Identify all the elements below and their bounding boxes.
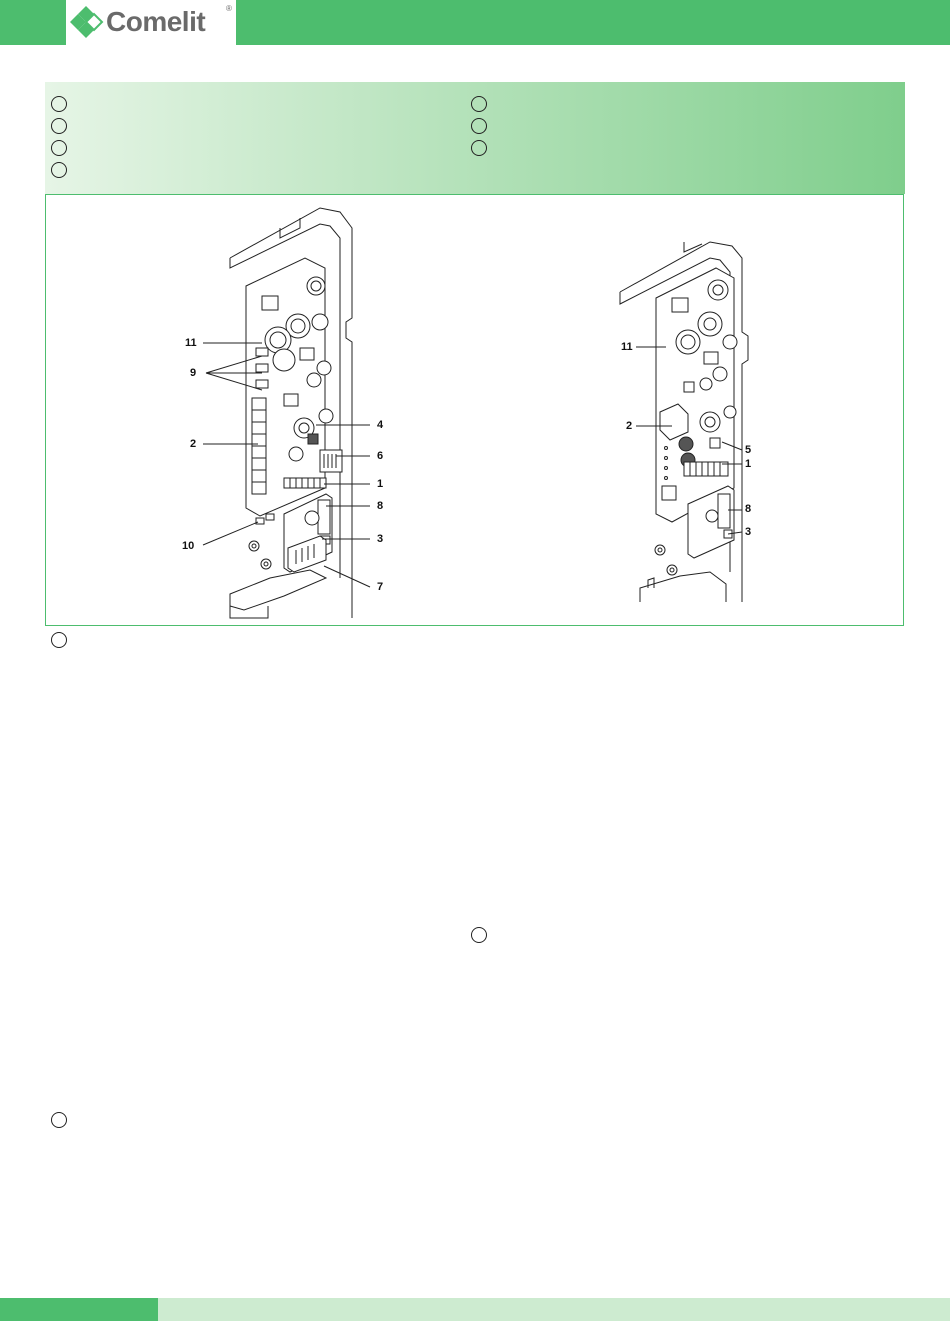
- callout-label: 1: [745, 458, 752, 470]
- callout-label: 8: [377, 500, 384, 512]
- callout-label: 7: [377, 581, 384, 593]
- right-callout-leaders: [0, 0, 950, 640]
- language-bullet-icon: [471, 927, 487, 943]
- callout-label: 5: [745, 444, 752, 456]
- callout-label: 8: [745, 503, 752, 515]
- callout-label: 3: [745, 526, 752, 538]
- callout-label: 10: [182, 540, 195, 552]
- callout-label: 2: [626, 420, 633, 432]
- footer-bar-light: [158, 1298, 950, 1321]
- footer-bar-dark: [0, 1298, 158, 1321]
- callout-label: 3: [377, 533, 384, 545]
- callout-label: 4: [377, 419, 384, 431]
- callout-label: 11: [621, 341, 633, 353]
- callout-label: 11: [185, 337, 197, 349]
- language-bullet-icon: [51, 632, 67, 648]
- brand-name: Comelit: [106, 6, 206, 37]
- callout-label: 1: [377, 478, 384, 490]
- callout-label: 6: [377, 450, 384, 462]
- callout-label: 9: [190, 367, 197, 379]
- registered-mark: ®: [226, 4, 232, 13]
- callout-label: 2: [190, 438, 197, 450]
- language-bullet-icon: [51, 1112, 67, 1128]
